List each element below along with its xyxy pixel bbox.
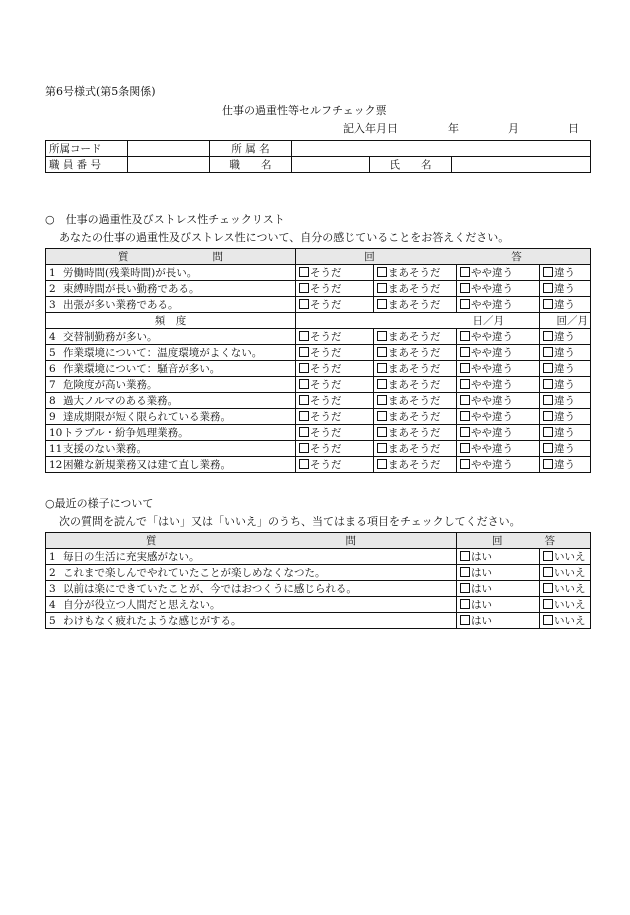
checkbox-icon[interactable] xyxy=(377,427,387,437)
checkbox-icon[interactable] xyxy=(460,427,470,437)
option-label: まあそうだ xyxy=(388,298,441,311)
table-row xyxy=(46,297,591,313)
table-row xyxy=(46,409,591,425)
dept-name-label: 所 属 名 xyxy=(210,141,292,157)
question-cell xyxy=(46,613,457,629)
checkbox-icon[interactable] xyxy=(299,331,309,341)
checkbox-icon[interactable] xyxy=(543,411,553,421)
checkbox-icon[interactable] xyxy=(460,411,470,421)
question-text: 作業環境について：騒音が多い。 xyxy=(63,362,221,375)
stress-checklist-table xyxy=(45,248,591,473)
option-label: 違う xyxy=(554,362,575,375)
checkbox-icon[interactable] xyxy=(543,267,553,277)
option-label: やや違う xyxy=(471,426,513,439)
question-cell xyxy=(46,345,296,361)
answer-soda[interactable] xyxy=(296,297,374,313)
option-label: やや違う xyxy=(471,330,513,343)
option-label: 違う xyxy=(554,410,575,423)
staff-no-field[interactable] xyxy=(128,157,210,173)
option-label: いいえ xyxy=(554,550,586,563)
answer-yayachigau[interactable] xyxy=(457,377,540,393)
checkbox-icon[interactable] xyxy=(299,283,309,293)
option-label: まあそうだ xyxy=(388,410,441,423)
question-text: 支援のない業務。 xyxy=(63,442,147,455)
table-row xyxy=(46,441,591,457)
checkbox-icon[interactable] xyxy=(543,583,553,593)
answer-chigau[interactable] xyxy=(540,409,591,425)
section2-heading: ○最近の様子について xyxy=(45,497,154,510)
checkbox-icon[interactable] xyxy=(543,459,553,469)
option-label: まあそうだ xyxy=(388,426,441,439)
answer-chigau[interactable] xyxy=(540,297,591,313)
name-label: 氏 名 xyxy=(370,157,452,173)
question-text: トラブル・紛争処理業務。 xyxy=(63,426,189,439)
table-row xyxy=(46,425,591,441)
answer-chigau[interactable] xyxy=(540,441,591,457)
staff-no-label: 職 員 番 号 xyxy=(46,157,128,173)
checkbox-icon[interactable] xyxy=(299,411,309,421)
checkbox-icon[interactable] xyxy=(377,363,387,373)
job-label: 職 名 xyxy=(210,157,292,173)
checkbox-icon[interactable] xyxy=(460,395,470,405)
freq-times: 回／月 xyxy=(540,313,591,329)
checkbox-icon[interactable] xyxy=(299,443,309,453)
answer-soda[interactable] xyxy=(296,265,374,281)
option-label: そうだ xyxy=(310,442,342,455)
answer-soda[interactable] xyxy=(296,425,374,441)
checkbox-icon[interactable] xyxy=(543,379,553,389)
checkbox-icon[interactable] xyxy=(377,267,387,277)
question-text: 毎日の生活に充実感がない。 xyxy=(63,550,200,563)
question-text: 自分が役立つ人間だと思えない。 xyxy=(63,598,221,611)
option-label: いいえ xyxy=(554,582,586,595)
answer-soda[interactable] xyxy=(296,457,374,473)
option-label: やや違う xyxy=(471,298,513,311)
answer-maasoda[interactable] xyxy=(374,377,457,393)
checkbox-icon[interactable] xyxy=(543,443,553,453)
checkbox-icon[interactable] xyxy=(460,551,470,561)
checkbox-icon[interactable] xyxy=(377,443,387,453)
option-label: 違う xyxy=(554,330,575,343)
checkbox-icon[interactable] xyxy=(377,459,387,469)
freq-days: 日／月 xyxy=(296,313,540,329)
checkbox-icon[interactable] xyxy=(460,267,470,277)
question-text: 以前は楽にできていたことが、今ではおつくうに感じられる。 xyxy=(63,582,357,595)
answer-yayachigau[interactable] xyxy=(457,361,540,377)
answer-yes[interactable] xyxy=(457,549,540,565)
question-cell xyxy=(46,393,296,409)
table-row xyxy=(46,281,591,297)
question-number: 6 xyxy=(49,362,56,375)
answer-maasoda[interactable] xyxy=(374,361,457,377)
question-cell xyxy=(46,281,296,297)
question-cell xyxy=(46,565,457,581)
question-cell xyxy=(46,361,296,377)
form-label: 第6号様式(第5条関係) xyxy=(45,85,156,98)
option-label: やや違う xyxy=(471,458,513,471)
answer-yayachigau[interactable] xyxy=(457,393,540,409)
option-label: いいえ xyxy=(554,566,586,579)
question-text: 出張が多い業務である。 xyxy=(63,298,179,311)
checkbox-icon[interactable] xyxy=(299,395,309,405)
checkbox-icon[interactable] xyxy=(377,347,387,357)
option-label: はい xyxy=(471,550,492,563)
answer-yayachigau[interactable] xyxy=(457,329,540,345)
question-cell xyxy=(46,441,296,457)
answer-soda[interactable] xyxy=(296,361,374,377)
option-label: 違う xyxy=(554,426,575,439)
table-row xyxy=(46,361,591,377)
option-label: まあそうだ xyxy=(388,378,441,391)
table-row xyxy=(46,393,591,409)
option-label: そうだ xyxy=(310,346,342,359)
answer-maasoda[interactable] xyxy=(374,425,457,441)
answer-yayachigau[interactable] xyxy=(457,297,540,313)
option-label: 違う xyxy=(554,378,575,391)
question-number: 2 xyxy=(49,282,56,295)
answer-yes[interactable] xyxy=(457,613,540,629)
question-text: 危険度が高い業務。 xyxy=(63,378,158,391)
answer-no[interactable] xyxy=(540,565,591,581)
answer-yes[interactable] xyxy=(457,581,540,597)
answer-yayachigau[interactable] xyxy=(457,441,540,457)
option-label: やや違う xyxy=(471,378,513,391)
answer-no[interactable] xyxy=(540,613,591,629)
dept-code-field[interactable] xyxy=(128,141,210,157)
table-row xyxy=(46,597,591,613)
table-row xyxy=(46,329,591,345)
answer-yayachigau[interactable] xyxy=(457,409,540,425)
job-field[interactable] xyxy=(292,157,370,173)
option-label: まあそうだ xyxy=(388,442,441,455)
question-number: 9 xyxy=(49,410,56,423)
question-cell xyxy=(46,457,296,473)
answer-maasoda[interactable] xyxy=(374,329,457,345)
answer-soda[interactable] xyxy=(296,441,374,457)
question-cell xyxy=(46,265,296,281)
table-row xyxy=(46,265,591,281)
checkbox-icon[interactable] xyxy=(543,615,553,625)
option-label: まあそうだ xyxy=(388,330,441,343)
checkbox-icon[interactable] xyxy=(460,599,470,609)
question-text: 交替制勤務が多い。 xyxy=(63,330,158,343)
question-number: 10 xyxy=(49,426,63,439)
question-cell xyxy=(46,425,296,441)
option-label: 違う xyxy=(554,394,575,407)
question-cell xyxy=(46,597,457,613)
table-row xyxy=(46,565,591,581)
checkbox-icon[interactable] xyxy=(460,299,470,309)
answer-chigau[interactable] xyxy=(540,393,591,409)
option-label: やや違う xyxy=(471,266,513,279)
question-text: 労働時間(残業時間)が長い。 xyxy=(63,266,198,279)
answer-maasoda[interactable] xyxy=(374,441,457,457)
table-row xyxy=(46,549,591,565)
checkbox-icon[interactable] xyxy=(460,583,470,593)
answer-no[interactable] xyxy=(540,597,591,613)
info-table xyxy=(45,140,591,173)
option-label: やや違う xyxy=(471,394,513,407)
checkbox-icon[interactable] xyxy=(460,347,470,357)
answer-yes[interactable] xyxy=(457,565,540,581)
answer-yayachigau[interactable] xyxy=(457,457,540,473)
question-number: 2 xyxy=(49,566,56,579)
option-label: やや違う xyxy=(471,346,513,359)
answer-maasoda[interactable] xyxy=(374,409,457,425)
option-label: まあそうだ xyxy=(388,266,441,279)
answer-maasoda[interactable] xyxy=(374,281,457,297)
question-cell xyxy=(46,297,296,313)
question-text: 束縛時間が長い勤務である。 xyxy=(63,282,200,295)
answer-soda[interactable] xyxy=(296,329,374,345)
answer-yayachigau[interactable] xyxy=(457,425,540,441)
answer-maasoda[interactable] xyxy=(374,393,457,409)
checkbox-icon[interactable] xyxy=(377,299,387,309)
table-row xyxy=(46,457,591,473)
answer-soda[interactable] xyxy=(296,345,374,361)
date-year: 年 xyxy=(448,122,459,135)
checkbox-icon[interactable] xyxy=(377,379,387,389)
checkbox-icon[interactable] xyxy=(543,283,553,293)
answer-yayachigau[interactable] xyxy=(457,265,540,281)
recent-header-answer: 回 答 xyxy=(457,533,591,549)
answer-maasoda[interactable] xyxy=(374,265,457,281)
option-label: はい xyxy=(471,614,492,627)
option-label: はい xyxy=(471,598,492,611)
answer-chigau[interactable] xyxy=(540,345,591,361)
checkbox-icon[interactable] xyxy=(299,459,309,469)
table-row xyxy=(46,613,591,629)
question-text: わけもなく疲れたような感じがする。 xyxy=(63,614,242,627)
checkbox-icon[interactable] xyxy=(543,551,553,561)
checkbox-icon[interactable] xyxy=(460,363,470,373)
answer-maasoda[interactable] xyxy=(374,297,457,313)
answer-no[interactable] xyxy=(540,549,591,565)
option-label: やや違う xyxy=(471,442,513,455)
checkbox-icon[interactable] xyxy=(299,267,309,277)
answer-chigau[interactable] xyxy=(540,377,591,393)
option-label: そうだ xyxy=(310,410,342,423)
answer-chigau[interactable] xyxy=(540,329,591,345)
stress-header-answer: 回 答 xyxy=(296,249,591,265)
freq-label: 頻 度 xyxy=(46,313,296,329)
checkbox-icon[interactable] xyxy=(543,567,553,577)
option-label: そうだ xyxy=(310,298,342,311)
table-row xyxy=(46,581,591,597)
option-label: やや違う xyxy=(471,282,513,295)
option-label: そうだ xyxy=(310,458,342,471)
option-label: そうだ xyxy=(310,266,342,279)
checkbox-icon[interactable] xyxy=(543,347,553,357)
option-label: そうだ xyxy=(310,330,342,343)
option-label: そうだ xyxy=(310,362,342,375)
date-day: 日 xyxy=(568,122,579,135)
question-cell xyxy=(46,581,457,597)
checkbox-icon[interactable] xyxy=(543,427,553,437)
question-number: 1 xyxy=(49,550,56,563)
checkbox-icon[interactable] xyxy=(460,283,470,293)
stress-header-question: 質 問 xyxy=(46,249,296,265)
question-number: 12 xyxy=(49,458,63,471)
option-label: 違う xyxy=(554,282,575,295)
answer-soda[interactable] xyxy=(296,409,374,425)
option-label: そうだ xyxy=(310,394,342,407)
question-number: 8 xyxy=(49,394,56,407)
checkbox-icon[interactable] xyxy=(543,599,553,609)
option-label: はい xyxy=(471,582,492,595)
name-field[interactable] xyxy=(452,157,591,173)
option-label: 違う xyxy=(554,442,575,455)
question-number: 3 xyxy=(49,298,56,311)
answer-maasoda[interactable] xyxy=(374,345,457,361)
table-row xyxy=(46,377,591,393)
checkbox-icon[interactable] xyxy=(460,443,470,453)
option-label: 違う xyxy=(554,458,575,471)
checkbox-icon[interactable] xyxy=(299,347,309,357)
checkbox-icon[interactable] xyxy=(377,283,387,293)
checkbox-icon[interactable] xyxy=(543,395,553,405)
checkbox-icon[interactable] xyxy=(377,395,387,405)
question-text: これまで楽しんでやれていたことが楽しめなくなつた。 xyxy=(63,566,326,579)
recent-header-question: 質 問 xyxy=(46,533,457,549)
question-number: 5 xyxy=(49,614,56,627)
question-cell xyxy=(46,377,296,393)
option-label: 違う xyxy=(554,298,575,311)
checkbox-icon[interactable] xyxy=(460,459,470,469)
answer-yes[interactable] xyxy=(457,597,540,613)
date-label: 記入年月日 xyxy=(343,122,398,135)
question-text: 作業環境について：温度環境がよくない。 xyxy=(63,346,263,359)
question-number: 7 xyxy=(49,378,56,391)
answer-yayachigau[interactable] xyxy=(457,345,540,361)
dept-name-field[interactable] xyxy=(292,141,591,157)
checkbox-icon[interactable] xyxy=(543,363,553,373)
checkbox-icon[interactable] xyxy=(543,331,553,341)
answer-yayachigau[interactable] xyxy=(457,281,540,297)
option-label: はい xyxy=(471,566,492,579)
question-text: 過大ノルマのある業務。 xyxy=(63,394,179,407)
table-row xyxy=(46,345,591,361)
option-label: まあそうだ xyxy=(388,362,441,375)
answer-soda[interactable] xyxy=(296,281,374,297)
answer-chigau[interactable] xyxy=(540,361,591,377)
answer-chigau[interactable] xyxy=(540,457,591,473)
checkbox-icon[interactable] xyxy=(299,363,309,373)
question-number: 4 xyxy=(49,330,56,343)
option-label: 違う xyxy=(554,266,575,279)
checkbox-icon[interactable] xyxy=(377,331,387,341)
checkbox-icon[interactable] xyxy=(299,427,309,437)
question-number: 11 xyxy=(49,442,63,455)
option-label: まあそうだ xyxy=(388,394,441,407)
option-label: やや違う xyxy=(471,410,513,423)
answer-chigau[interactable] xyxy=(540,265,591,281)
answer-chigau[interactable] xyxy=(540,281,591,297)
question-text: 困難な新規業務又は建て直し業務。 xyxy=(63,458,231,471)
answer-no[interactable] xyxy=(540,581,591,597)
checkbox-icon[interactable] xyxy=(299,379,309,389)
dept-code-label: 所属コード xyxy=(46,141,128,157)
page-title: 仕事の過重性等セルフチェック票 xyxy=(222,104,387,117)
option-label: そうだ xyxy=(310,282,342,295)
question-number: 4 xyxy=(49,598,56,611)
section1-heading: ○ 仕事の過重性及びストレス性チェックリスト xyxy=(45,213,285,226)
checkbox-icon[interactable] xyxy=(543,299,553,309)
checkbox-icon[interactable] xyxy=(460,567,470,577)
question-cell xyxy=(46,329,296,345)
answer-maasoda[interactable] xyxy=(374,457,457,473)
section1-instruction: あなたの仕事の過重性及びストレス性について、自分の感じていることをお答えください。 xyxy=(59,231,510,244)
checkbox-icon[interactable] xyxy=(460,331,470,341)
option-label: まあそうだ xyxy=(388,458,441,471)
recent-state-table xyxy=(45,532,591,629)
option-label: いいえ xyxy=(554,614,586,627)
checkbox-icon[interactable] xyxy=(460,379,470,389)
option-label: まあそうだ xyxy=(388,346,441,359)
section2-instruction: 次の質問を読んで「はい」又は「いいえ」のうち、当てはまる項目をチェックしてください。 xyxy=(59,515,521,528)
answer-chigau[interactable] xyxy=(540,425,591,441)
date-month: 月 xyxy=(508,122,519,135)
answer-soda[interactable] xyxy=(296,393,374,409)
option-label: 違う xyxy=(554,346,575,359)
option-label: まあそうだ xyxy=(388,282,441,295)
question-number: 3 xyxy=(49,582,56,595)
question-number: 5 xyxy=(49,346,56,359)
question-cell xyxy=(46,549,457,565)
checkbox-icon[interactable] xyxy=(299,299,309,309)
option-label: いいえ xyxy=(554,598,586,611)
checkbox-icon[interactable] xyxy=(460,615,470,625)
option-label: そうだ xyxy=(310,378,342,391)
question-text: 達成期限が短く限られている業務。 xyxy=(63,410,231,423)
checkbox-icon[interactable] xyxy=(377,411,387,421)
answer-soda[interactable] xyxy=(296,377,374,393)
question-cell xyxy=(46,409,296,425)
option-label: やや違う xyxy=(471,362,513,375)
option-label: そうだ xyxy=(310,426,342,439)
question-number: 1 xyxy=(49,266,56,279)
